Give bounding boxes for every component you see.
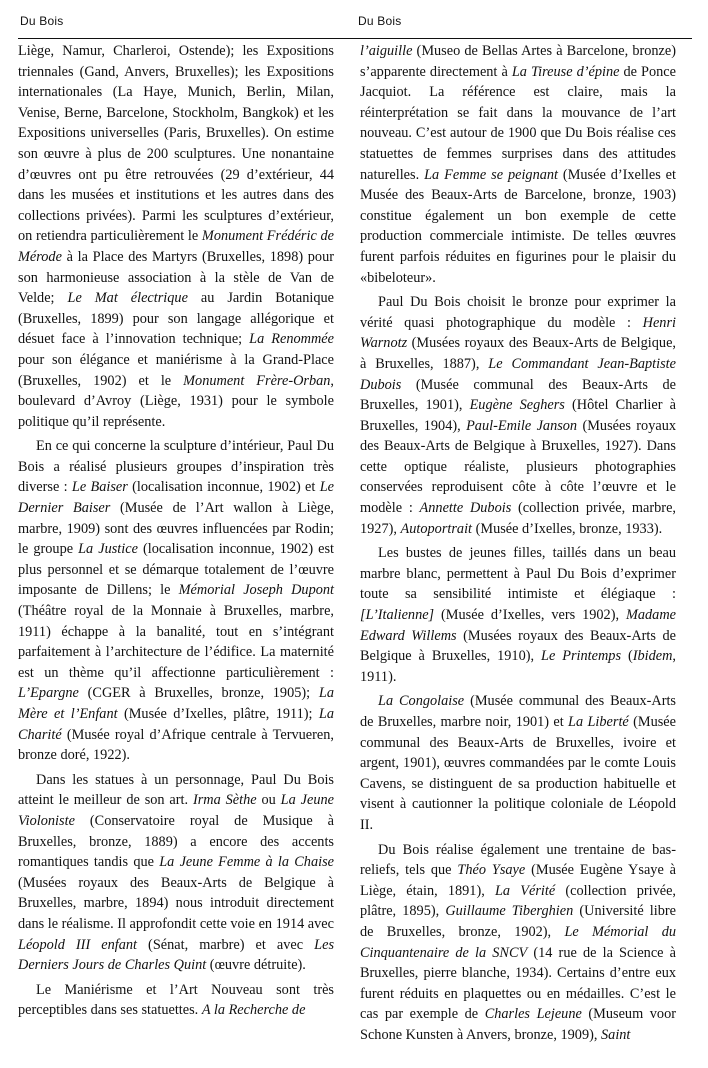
paragraph [360, 691, 676, 835]
left-column [18, 41, 334, 1021]
italic-title: La Tireuse d’épine [511, 63, 620, 80]
italic-title: Monument Frédéric de Mérode [18, 228, 334, 265]
paragraph [18, 770, 334, 976]
italic-title: Paul-Emile Janson [466, 417, 578, 434]
text-run: Liège, Namur, Charleroi, Ostende); les Expositions triennales (Gand, Anvers, Bruxelles); les Expositions internationales (La Haye, Munich, Berlin, Milan, Venise, Berne, Barcelone, Stockholm, Bangkok) et les Expositions universelles (Paris, Bruxelles). On estime son œuvre à plus de 200 sculptures. Une nonantaine d’œuvres ont pu être retrouvées (29 d’extérieur, 44 dans les musées et institutions et les autres dans des collections privées). Parmi les sculptures d’extérieur, on retiendra particulièrement le [18, 43, 334, 245]
text-run: (Musée Eugène Ysaye à Liège, étain, 1891), [360, 862, 677, 899]
text-run: En ce qui concerne la sculpture d’intérieur, Paul Du Bois a réalisé plusieurs groupes d’inspiration très diverse : [18, 438, 334, 496]
italic-title: L’Epargne [18, 685, 79, 702]
italic-title: La Congolaise [378, 693, 465, 710]
italic-title: Monument Frère-Orban [183, 372, 331, 389]
italic-title: Le Printemps [541, 648, 622, 665]
italic-title: Eugène Seghers [469, 397, 565, 414]
italic-title: Charles Lejeune [484, 1006, 582, 1023]
italic-title: Annette Dubois [419, 500, 512, 517]
italic-title: Le Mat électrique [67, 290, 188, 307]
italic-title: La Vérité [494, 882, 556, 899]
italic-title: Mémorial Joseph Dupont [178, 582, 334, 599]
paragraph [360, 292, 676, 539]
paragraph [18, 436, 334, 766]
italic-title: Autoportrait [400, 520, 473, 537]
italic-title: La Jeune Femme à la Chaise [159, 854, 334, 871]
italic-title: [L’Italienne] [360, 607, 435, 624]
italic-title: Henri Warnotz [360, 314, 676, 352]
text-run: de Ponce Jacquiot. La référence est claire, mais la réinterprétation se fait dans la mouvance de l’art nouveau. C’est autour de 1900 que Du Bois réalise ces statuettes de femmes surprises dans des attitudes naturelles. [360, 63, 676, 183]
italic-title: Le Baiser [71, 479, 128, 496]
text-run: (localisation inconnue, 1902) et [127, 479, 320, 496]
header-rule [18, 38, 692, 39]
text-run: (Théâtre royal de la Monnaie à Bruxelles, marbre, 1911) échappe à la banalité, tout en s’intégrant parfaitement à l’architecture de l’édifice. La maternité est un thème qu’il affectionne particulièrement : [18, 603, 334, 681]
text-run: (Musée communal des Beaux-Arts de Bruxelles, marbre noir, 1901) et [360, 693, 676, 730]
text-run: Du Bois réalise également une trentaine de bas-reliefs, tels que [360, 841, 676, 879]
text-run: (Sénat, marbre) et avec [137, 936, 315, 953]
italic-title: Les Derniers Jours de Charles Quint [18, 936, 335, 974]
text-run: (Museum voor Schone Kunsten à Anvers, bronze, 1909), [360, 1006, 676, 1043]
text-run: (Musée d’Ixelles, plâtre, 1911); [117, 706, 319, 722]
italic-title: Ibidem [632, 648, 673, 665]
text-run: (Musées royaux des Beaux-Arts de Belgique à Bruxelles, 1910), [360, 627, 676, 665]
text-run: , boulevard d’Avroy (Liège, 1931) pour le symbole politique qu’il représente. [18, 372, 334, 430]
text-run: (Conservatoire royal de Musique à Bruxelles, bronze, 1889) a encore des accents romantiques tandis que [18, 812, 334, 871]
italic-title: La Charité [18, 706, 334, 743]
text-run: (Musée d’Ixelles, bronze, 1933). [472, 520, 663, 537]
text-run: Les bustes de jeunes filles, taillés dans un beau marbre blanc, permettent à Paul Du Bois d’exprimer toute sa sensibilité intimiste et élégiaque : [360, 545, 676, 603]
right-column [360, 41, 676, 1046]
text-run: ou [256, 792, 281, 809]
running-header [20, 14, 690, 34]
text-run: pour son élégance et maniérisme à la Grand-Place (Bruxelles, 1902) et le [18, 351, 334, 389]
italic-title: La Renommée [249, 331, 334, 348]
paragraph [360, 543, 676, 687]
italic-title: Théo Ysaye [457, 862, 526, 879]
text-run: (Université libre de Bruxelles, bronze, 1902), [360, 903, 677, 940]
italic-title: La Femme se peignant [424, 166, 558, 183]
text-run: (œuvre détruite). [206, 957, 306, 974]
italic-title: Guillaume Tiberghien [445, 903, 574, 920]
text-run: (Musée de l’Art wallon à Liège, marbre, 1909) sont des œuvres influencées par Rodin; le groupe [18, 500, 335, 558]
italic-title: Madame Edward Willems [360, 607, 676, 644]
paragraph [360, 840, 676, 1046]
paragraph [18, 41, 334, 432]
text-run: (localisation inconnue, 1902) est plus personnel et se démarque totalement de l’œuvre imposante de Dillens; le [18, 541, 334, 599]
text-run: au Jardin Botanique (Bruxelles, 1899) pour son langage allégorique et désuet face à l’innovation technique; [18, 290, 335, 348]
text-run: (Museo de Bellas Artes à Barcelone, bronze) s’apparente directement à [360, 43, 676, 80]
text-run: à la Place des Martyrs (Bruxelles, 1898) pour son harmonieuse association à la stèle de Van de Velde; [18, 248, 334, 307]
text-run: (Musée communal des Beaux-Arts de Bruxelles, ivoire et argent, 1901), œuvres commandées par le comte Louis Cavens, se distinguent de sa production habituelle et visent à cautionner la politique coloniale de Léopold II. [360, 714, 676, 833]
italic-title: Le Dernier Baiser [18, 479, 334, 517]
text-run: (Musée d’Ixelles, vers 1902), [434, 607, 626, 624]
text-run: (Musées royaux des Beaux-Arts de Belgique à Bruxelles, 1927). Dans cette optique réaliste, plusieurs photographies conservées reproduisent côte à côte l’œuvre et le modèle : [360, 417, 676, 517]
text-run: Paul Du Bois choisit le bronze pour exprimer la vérité quasi photographique du modèle : [360, 294, 676, 331]
text-run: (collection privée, marbre, 1927), [360, 500, 676, 537]
text-run: (CGER à Bruxelles, bronze, 1905); [78, 685, 319, 702]
italic-title: La Jeune Violoniste [18, 792, 334, 829]
paragraph [18, 980, 334, 1021]
running-head-right: Du Bois [358, 14, 402, 28]
paragraph [360, 41, 676, 288]
running-head-left: Du Bois [20, 14, 64, 28]
text-run: (Musée d’Ixelles et Musée des Beaux-Arts de Barcelone, bronze, 1903) constitue également un bon exemple de cette production commerciale intimiste. De telles œuvres furent parfois réduites en figurines pour le plaisir du «bibeloteur». [360, 166, 677, 286]
text-run: (Musée royal d’Afrique centrale à Tervueren, bronze doré, 1922). [18, 726, 334, 764]
text-run: (collection privée, plâtre, 1895), [360, 882, 676, 920]
italic-title: Irma Sèthe [192, 792, 257, 809]
text-run: ( [621, 648, 633, 665]
text-run: , 1911). [360, 648, 676, 685]
italic-title: Léopold III enfant [18, 936, 137, 953]
italic-title: l’aiguille [360, 43, 413, 59]
text-run: (Musées royaux des Beaux-Arts de Belgique à Bruxelles, marbre, 1894) nous introduit directement dans le réalisme. Il approfondit cette voie en 1914 avec [18, 874, 334, 932]
italic-title: Le Commandant Jean-Baptiste Dubois [360, 355, 676, 393]
italic-title: Saint [601, 1026, 631, 1043]
italic-title: La Liberté [568, 714, 629, 730]
text-run: (Hôtel Charlier à Bruxelles, 1904), [360, 397, 676, 434]
italic-title: La Justice [78, 541, 138, 558]
text-run: (Musées royaux des Beaux-Arts de Belgique, à Bruxelles, 1887), [360, 335, 676, 372]
italic-title: La Mère et l’Enfant [18, 685, 334, 722]
text-run: Dans les statues à un personnage, Paul Du Bois atteint le meilleur de son art. [18, 771, 334, 809]
text-run: Le Maniérisme et l’Art Nouveau sont très perceptibles dans ses statuettes. [18, 981, 334, 1019]
text-run: (Musée communal des Beaux-Arts de Bruxelles, 1901), [360, 376, 676, 414]
italic-title: A la Recherche de [201, 1002, 306, 1019]
text-run: (14 rue de la Science à Bruxelles, pierre blanche, 1934). Certains d’entre eux furent réduits en plaquettes ou en médailles. C’est le cas par exemple de [360, 944, 676, 1023]
italic-title: Le Mémorial du Cinquantenaire de la SNCV [360, 923, 676, 961]
